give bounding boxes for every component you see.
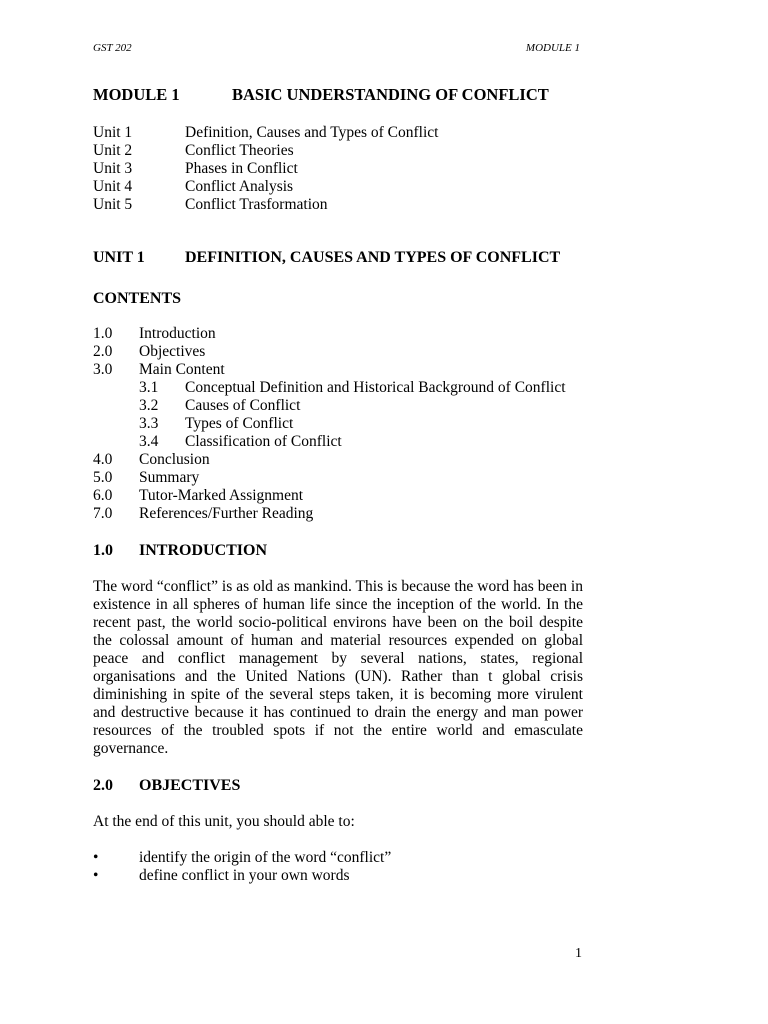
toc-text: Classification of Conflict: [185, 433, 342, 450]
toc-text: Types of Conflict: [185, 415, 294, 432]
objectives-lead: At the end of this unit, you should able to:: [93, 813, 355, 830]
bullet-icon: •: [93, 849, 99, 866]
toc-subitem: [139, 433, 583, 451]
table-of-contents: [93, 325, 583, 523]
toc-number: 5.0: [93, 469, 113, 486]
objectives-list: [93, 849, 583, 885]
list-item-text: define conflict in your own words: [139, 867, 350, 884]
section-title: OBJECTIVES: [139, 777, 241, 794]
contents-title: CONTENTS: [93, 290, 182, 307]
unit-label: Unit 5: [93, 196, 133, 213]
toc-text: Objectives: [139, 343, 206, 360]
toc-text: Conclusion: [139, 451, 210, 468]
toc-number: 3.0: [93, 361, 113, 378]
unit-list-item: [93, 160, 583, 178]
unit-title: Conflict Theories: [185, 142, 294, 159]
toc-item: [93, 325, 583, 343]
toc-text: Summary: [139, 469, 200, 486]
toc-item: [93, 343, 583, 361]
toc-subsection-list: [93, 379, 583, 451]
unit-label: Unit 3: [93, 160, 133, 177]
running-header-course: GST 202: [93, 42, 132, 54]
module-heading: [93, 86, 583, 104]
toc-number: 3.2: [139, 397, 159, 414]
section-number: 2.0: [93, 777, 113, 794]
toc-text: Main Content: [139, 361, 225, 378]
unit-list: [93, 124, 583, 214]
toc-text: Introduction: [139, 325, 216, 342]
toc-number: 2.0: [93, 343, 113, 360]
toc-item: [93, 505, 583, 523]
list-item: [93, 867, 583, 885]
unit-title: Conflict Trasformation: [185, 196, 328, 213]
unit-label: Unit 2: [93, 142, 133, 159]
toc-item: [93, 487, 583, 505]
unit-heading: [93, 248, 583, 268]
toc-text: Causes of Conflict: [185, 397, 301, 414]
toc-number: 3.3: [139, 415, 159, 432]
running-header-module: MODULE 1: [525, 42, 580, 54]
toc-text: Conceptual Definition and Historical Background of Conflict: [185, 379, 566, 396]
unit-list-item: [93, 142, 583, 160]
list-item-text: identify the origin of the word “conflict”: [139, 849, 392, 866]
toc-item: [93, 451, 583, 469]
list-item: [93, 849, 583, 867]
unit-title: Definition, Causes and Types of Conflict: [185, 124, 439, 141]
unit-label: Unit 4: [93, 178, 133, 195]
unit-label: Unit 1: [93, 124, 133, 141]
section-number: 1.0: [93, 542, 113, 559]
module-title: BASIC UNDERSTANDING OF CONFLICT: [232, 85, 549, 104]
toc-subitem: [139, 397, 583, 415]
introduction-paragraph: The word “conflict” is as old as mankind. This is because the word has been in existence in all spheres of human life since the inception of the world. In the recent past, the world socio-political environs have been on the boil despite the colossal amount of human and material resources expended on global peace and conflict management by several nations, states, regional organisations and the United Nations (UN). Rather than t global crisis diminishing in spite of the several steps taken, it is becoming more virulent and destructive because it has continued to drain the energy and man power resources of the troubled spots if not the entire world and emasculate governance.: [93, 578, 583, 757]
unit-list-item: [93, 178, 583, 196]
toc-text: References/Further Reading: [139, 505, 314, 522]
toc-item: [93, 361, 583, 379]
objectives-heading: [93, 777, 583, 795]
unit-title: Conflict Analysis: [185, 178, 294, 195]
page-number: 1: [575, 946, 582, 961]
toc-number: 1.0: [93, 325, 113, 342]
bullet-icon: •: [93, 867, 99, 884]
toc-number: 4.0: [93, 451, 113, 468]
toc-number: 3.1: [139, 379, 159, 396]
toc-number: 7.0: [93, 505, 113, 522]
page-content: [93, 86, 583, 885]
section-title: INTRODUCTION: [139, 542, 268, 559]
unit-list-item: [93, 196, 583, 214]
unit-heading-label: UNIT 1: [93, 249, 145, 266]
unit-heading-title: DEFINITION, CAUSES AND TYPES OF CONFLICT: [185, 249, 561, 266]
unit-title: Phases in Conflict: [185, 160, 298, 177]
toc-subitem: [139, 379, 583, 397]
unit-list-item: [93, 124, 583, 142]
toc-number: 3.4: [139, 433, 159, 450]
toc-number: 6.0: [93, 487, 113, 504]
module-number: MODULE 1: [93, 85, 180, 104]
introduction-heading: [93, 542, 583, 560]
toc-item: [93, 469, 583, 487]
toc-subitem: [139, 415, 583, 433]
toc-text: Tutor-Marked Assignment: [139, 487, 304, 504]
